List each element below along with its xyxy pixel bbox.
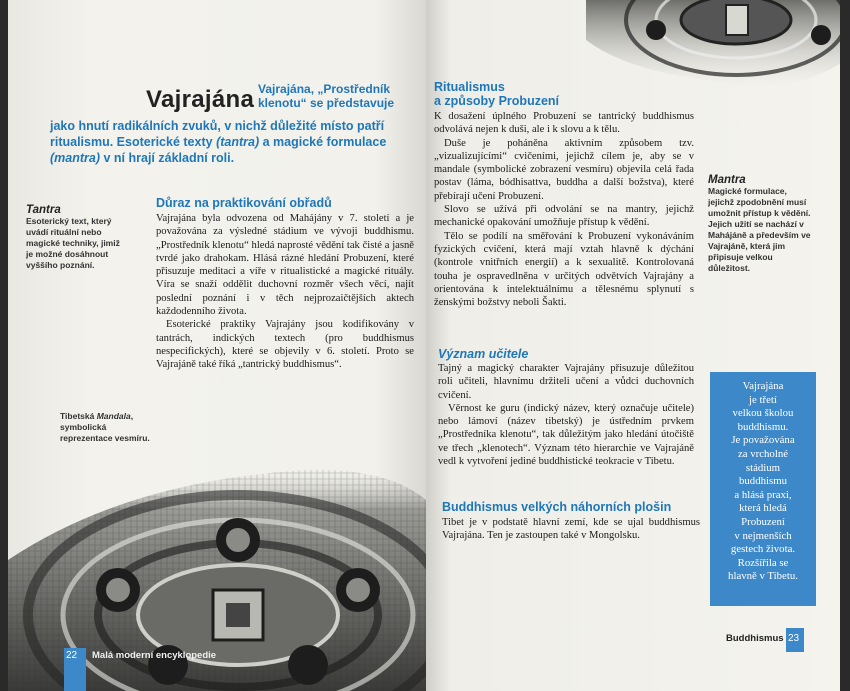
section-heading-ritual-practice: Důraz na praktikování obřadů: [156, 196, 332, 210]
paragraph: Tajný a magický charakter Vajrajány přisuzuje důležitou roli učiteli, hlavnímu držiteli učení a vůdci duchovních cvičení.: [438, 363, 694, 401]
heading-line-2: a způsoby Probuzení: [434, 94, 560, 108]
box-line: a hlásá praxi,: [734, 488, 792, 501]
info-box: [710, 372, 816, 606]
section-heading-ritualism: [434, 80, 584, 108]
sidebar-tantra-heading: Tantra: [26, 204, 61, 216]
left-page: [8, 0, 426, 691]
box-line: hlavně v Tibetu.: [728, 570, 798, 583]
sidebar-tantra: [26, 204, 124, 271]
footer-title: Buddhismus: [726, 633, 784, 644]
box-line: která hledá: [739, 502, 787, 515]
right-page: [426, 0, 840, 691]
paragraph: Tibet je v podstatě hlavní zemí, kde se ujal buddhismus Vajrajána. Ten je zastoupen také v Mongolsku.: [442, 517, 700, 542]
paragraph: Slovo se užívá při odvolání se na mantry, jejichž mechanické opakování umožňuje přístup k vědění.: [434, 204, 694, 229]
footer-title: Malá moderní encyklopedie: [92, 650, 217, 661]
box-line: Je považována: [731, 434, 795, 447]
section-body-ritualism: [434, 110, 694, 309]
sidebar-mantra: [708, 174, 813, 274]
title-subtitle: Vajrajána, „Prostředník klenotu“ se představuje: [258, 82, 395, 110]
box-line: v nejmenších: [734, 529, 792, 542]
section-heading-plateaus: Buddhismus velkých náhorních plošin: [442, 500, 672, 514]
paragraph: K dosažení úplného Probuzení se tantrický buddhismus odvolává nejen k duši, ale i k slovu a k tělu.: [434, 111, 694, 136]
caption-italic: Mandala: [96, 411, 131, 421]
intro-mantra: (mantra): [50, 151, 101, 165]
box-line: Vajrajána: [742, 380, 784, 392]
section-body-teacher: [438, 362, 694, 468]
sidebar-mantra-heading: Mantra: [708, 174, 746, 186]
intro-part-1: jako hnutí radikálních zvuků, v nichž důležité místo patří ritualismu. Esoterické texty: [50, 119, 385, 149]
caption-prefix: Tibetská: [60, 411, 95, 421]
box-line: Probuzení: [741, 515, 785, 528]
section-heading-teacher: Význam učitele: [438, 347, 529, 361]
box-line: gestech života.: [730, 543, 796, 556]
box-line: stádium: [745, 461, 781, 474]
page-number: 22: [66, 650, 78, 661]
box-line: velkou školou: [732, 407, 794, 420]
section-body-plateaus: [442, 516, 700, 543]
sidebar-tantra-text: Esoterický text, který uvádí rituální nebo magické techniky, jimiž je možné dosáhnout vyššího poznání.: [26, 216, 120, 270]
paragraph: Duše je poháněna aktivním způsobem tzv. „vizualizujícími“ cvičeními, jejichž cílem je, aby se v mandale (symbolické zobrazení vesmíru) objevila celá řada postav (láma, bódhisattva, buddha a další božstva), které přebírají učení Probuzení.: [434, 137, 694, 202]
page-title: Vajrajána: [146, 86, 255, 113]
intro-part-2: a magické formulace: [262, 135, 387, 149]
page-number: 23: [788, 633, 800, 644]
intro-tantra: (tantra): [216, 135, 260, 149]
section-body-ritual-practice: [156, 212, 414, 372]
intro-text: [50, 118, 420, 166]
paragraph: Vajrajána byla odvozena od Mahájány v 7. století a je považována za výsledné stádium ve vývoji buddhismu. „Prostředník klenotu“ hledá naprosté vědění tak čisté a jasně tvrdé jako drahokam. Hlásá rázné hledání Probuzení, které přisuzuje meditaci a víře v ritualistické a magické rituály. Víra se snaží oddělit duchovní rozměr všech věcí, najít poslední poznání i v těch nejprozaičtějších aktech každodenního života.: [156, 213, 414, 318]
paragraph: Tělo se podílí na směřování k Probuzení vykonáváním fyzických cvičení, která mají vztah hlavně k dýchání (kontrole vnitřních energií) a k sexualitě. Kontrolovaná touha je ospravedlněna v určitých odvětvích Vajrajány a orientována k intelektuálnímu a tělesnému splynutí s ženskými božstvy neboli Šakti.: [434, 230, 694, 309]
paragraph: Věrnost ke guru (indický název, který označuje učitele) nebo lámoví (název tibetský) je ústředním prvkem „Prostředníka klenotu“, tak důležitým jako hledání útočiště ve třech „klenotech“. Význam této hierarchie ve Vajrajáně vedl k vytvoření jediné buddhistické teokracie v Tibetu.: [438, 402, 694, 468]
intro-part-3: v ní hrají základní roli.: [103, 151, 235, 165]
box-line: je třetí: [749, 393, 777, 406]
box-line: za vrcholné: [737, 447, 789, 460]
sidebar-mantra-text: Magické formulace, jejichž zpodobnění musí umožnit přístup k vědění. Jejich užití se nachází v Mahájáně a především ve Vajrajáně, která jim připisuje velkou důležitost.: [708, 186, 811, 273]
mandala-top-image: [586, 0, 840, 90]
caption-rest: , symbolická reprezentace vesmíru.: [60, 411, 150, 443]
box-line: buddhismu: [739, 475, 787, 488]
box-line: buddhismu.: [737, 420, 789, 433]
heading-line-1: Ritualismus: [434, 80, 505, 94]
box-line: Rozšířila se: [737, 556, 789, 569]
paragraph: Esoterické praktiky Vajrajány jsou kodifikovány v tantrách, indických textech (pro buddhismus nespecifických), které se objevily v 6. století. Proto se Vajrajáně také říká „tantrický buddhismus“.: [156, 319, 414, 371]
